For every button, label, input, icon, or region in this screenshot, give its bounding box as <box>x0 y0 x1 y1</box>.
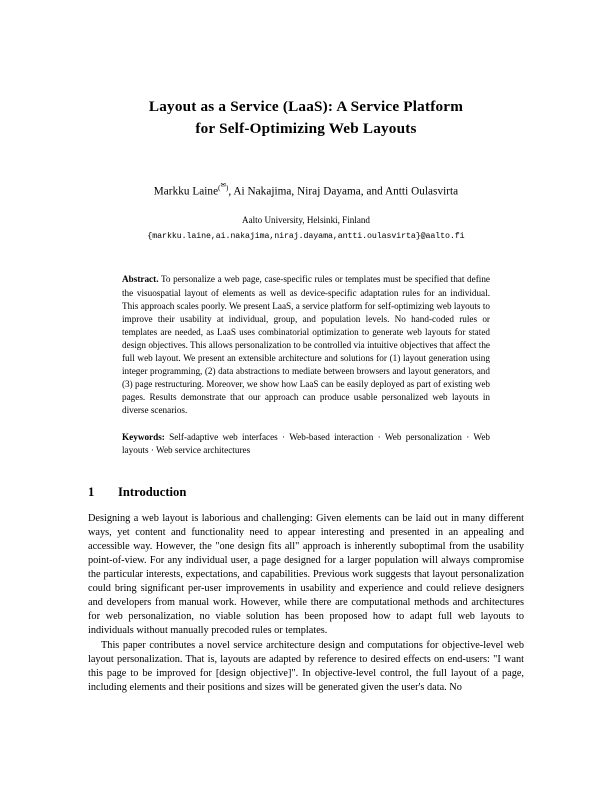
author-list <box>88 184 524 198</box>
title-line-1: Layout as a Service (LaaS): A Service Platform <box>148 98 464 115</box>
title-line-2: for Self-Optimizing Web Layouts <box>195 120 417 138</box>
section-heading-introduction <box>88 485 524 500</box>
author-emails: {markku.laine,ai.nakajima,niraj.dayama,antti.oulasvirta}@aalto.fi <box>147 232 465 242</box>
section-number: 1 <box>88 485 95 500</box>
affiliation: Aalto University, Helsinki, Finland <box>242 214 370 225</box>
author-first: Markku Laine <box>153 185 219 198</box>
keywords-label: Keywords: <box>122 432 165 443</box>
abstract <box>122 273 490 417</box>
paragraph-2: This paper contributes a novel service architecture design and computations for objective-level web layout personalization. That is, layouts are adapted by reference to desired effects on end-users: "I want this page to be improved for [design objective]". In objective-level control, the full layout of a page, including elements and their positions and sizes will be generated given the user's data. No <box>88 639 524 693</box>
abstract-text: To personalize a web page, case-specific rules or templates must be specified that define the visuospatial layout of elements as well as device-specific adaptation rules for an individual. This approach scales poorly. We present LaaS, a service platform for self-optimizing web layouts to improve their usability at individual, group, and population levels. No hand-coded rules or templates are needed, as LaaS uses combinatorial optimization to generate web layouts for stated design objectives. This allows personalization to be controlled via intuitive objectives that affect the full web layout. We present an extensible architecture and solutions for (1) layout generation using integer programming, (2) data abstractions to mediate between browsers and layout generators, and (3) page restructuring. Moreover, we show how LaaS can be easily deployed as part of existing web pages. Results demonstrate that our approach can produce usable personalized web layouts in diverse scenarios. <box>122 274 490 416</box>
keywords <box>122 431 490 457</box>
author-rest: , Ai Nakajima, Niraj Dayama, and Antti Oulasvirta <box>228 185 459 198</box>
paragraph-1: Designing a web layout is laborious and challenging: Given elements can be laid out in many different ways, yet content and functionality need to appear interesting and presented in an appealing and accessible way. However, the "one design fits all" approach is inherently suboptimal from the usability point-of-view. For any individual user, a page designed for a larger population will always compromise the particular interests, expectations, and capabilities. Previous work suggests that layout personalization could bring significant per-user improvements in usability and experience and could relieve designers and developers from manual work. However, while there are computational methods and architectures for web personalization, no viable solution has been proposed how to adapt full web layouts to individuals without manually precoded rules or templates. <box>88 513 524 636</box>
corresponding-author-mark: (✉) <box>218 182 229 193</box>
section-body <box>88 512 524 694</box>
page-title <box>88 96 524 140</box>
abstract-label: Abstract. <box>122 274 159 285</box>
keywords-text: Self-adaptive web interfaces · Web-based interaction · Web personalization · Web layouts · Web service architectures <box>122 432 490 456</box>
envelope-icon: ✉ <box>220 182 226 190</box>
section-title: Introduction <box>118 485 187 500</box>
